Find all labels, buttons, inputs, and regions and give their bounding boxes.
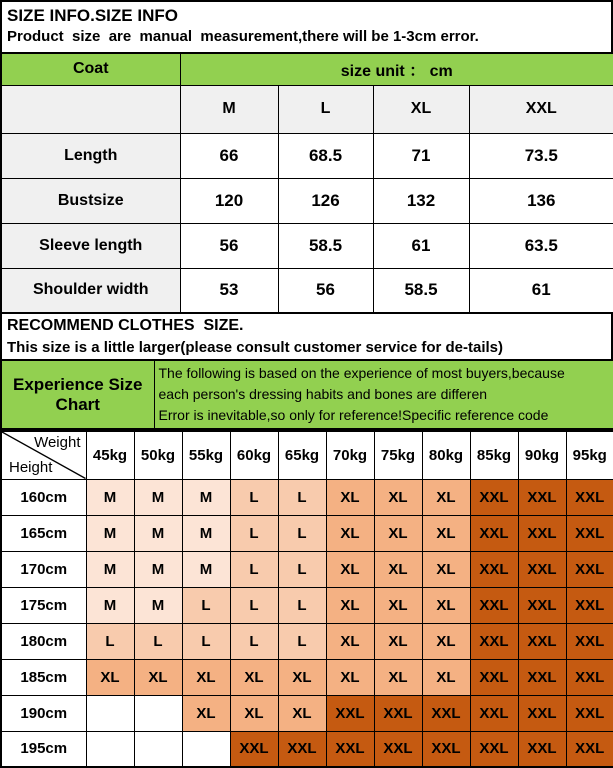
size-cell: XXL — [518, 551, 566, 587]
weight-header-cell: 80kg — [422, 431, 470, 479]
size-cell: XXL — [566, 659, 613, 695]
title-block — [0, 0, 613, 52]
size-cell: XXL — [518, 587, 566, 623]
size-cell: XXL — [422, 695, 470, 731]
page-title: SIZE INFO.SIZE INFO — [7, 6, 178, 25]
measure-value-cell: 58.5 — [373, 268, 469, 313]
matrix-row — [1, 659, 613, 695]
coat-size-table — [0, 52, 613, 314]
experience-chart-header — [0, 359, 613, 430]
measure-value-cell: 53 — [180, 268, 278, 313]
size-cell: XXL — [518, 515, 566, 551]
experience-title-cell: Experience Size Chart — [1, 360, 154, 429]
height-label-cell: 170cm — [1, 551, 86, 587]
size-cell — [182, 731, 230, 767]
size-cell — [86, 731, 134, 767]
size-cell: XL — [326, 659, 374, 695]
size-cell: XL — [182, 659, 230, 695]
size-cell: XL — [326, 515, 374, 551]
size-cell: XL — [422, 515, 470, 551]
measure-value-cell: 66 — [180, 133, 278, 178]
weight-header-cell: 75kg — [374, 431, 422, 479]
size-cell: XL — [278, 659, 326, 695]
size-cell: L — [230, 623, 278, 659]
size-cell: XL — [422, 659, 470, 695]
recommend-block — [0, 314, 613, 359]
size-cell: XXL — [470, 551, 518, 587]
experience-note-line: each person's dressing habits and bones are differen — [158, 386, 488, 402]
size-cell: M — [134, 587, 182, 623]
weight-header-cell: 60kg — [230, 431, 278, 479]
size-cell: L — [278, 623, 326, 659]
size-cell: XL — [422, 479, 470, 515]
measure-label-cell: Shoulder width — [1, 268, 180, 313]
measure-value-cell: 71 — [373, 133, 469, 178]
size-cell: XXL — [566, 587, 613, 623]
measurement-row — [1, 178, 613, 223]
size-cell: XL — [134, 659, 182, 695]
size-cell: XXL — [470, 587, 518, 623]
size-header-cell: M — [180, 85, 278, 133]
matrix-row — [1, 587, 613, 623]
size-header-cell: XL — [373, 85, 469, 133]
measure-value-cell: 73.5 — [469, 133, 613, 178]
size-cell: XXL — [566, 731, 613, 767]
weight-header-cell: 65kg — [278, 431, 326, 479]
height-label-cell: 180cm — [1, 623, 86, 659]
measure-label-cell: Length — [1, 133, 180, 178]
size-cell: XXL — [518, 659, 566, 695]
size-cell: L — [230, 551, 278, 587]
size-cell: XL — [278, 695, 326, 731]
weight-header-cell: 45kg — [86, 431, 134, 479]
size-cell: XXL — [566, 551, 613, 587]
size-cell: XL — [374, 515, 422, 551]
measure-label-cell: Bustsize — [1, 178, 180, 223]
size-cell: M — [86, 479, 134, 515]
size-cell: XL — [326, 623, 374, 659]
size-header-row — [1, 85, 613, 133]
size-cell: L — [278, 587, 326, 623]
size-cell: L — [230, 515, 278, 551]
size-cell — [86, 695, 134, 731]
measure-value-cell: 61 — [373, 223, 469, 268]
matrix-row — [1, 695, 613, 731]
size-header-cell: XXL — [469, 85, 613, 133]
size-cell: XL — [422, 587, 470, 623]
corner-weight-label: Weight — [34, 434, 81, 451]
size-cell: M — [182, 479, 230, 515]
size-cell: XXL — [470, 659, 518, 695]
size-cell: L — [278, 515, 326, 551]
size-cell: M — [86, 587, 134, 623]
size-cell: XL — [230, 659, 278, 695]
size-cell: L — [230, 479, 278, 515]
size-cell: XL — [230, 695, 278, 731]
size-cell: XXL — [566, 479, 613, 515]
weight-header-cell: 95kg — [566, 431, 613, 479]
experience-note-line: The following is based on the experience of most buyers,because — [158, 365, 565, 381]
matrix-row — [1, 479, 613, 515]
size-cell: XL — [326, 587, 374, 623]
size-cell: XXL — [326, 731, 374, 767]
measure-value-cell: 56 — [180, 223, 278, 268]
measure-value-cell: 63.5 — [469, 223, 613, 268]
size-cell: XXL — [566, 695, 613, 731]
height-label-cell: 165cm — [1, 515, 86, 551]
size-cell: M — [182, 551, 230, 587]
size-cell: XXL — [374, 731, 422, 767]
matrix-row — [1, 515, 613, 551]
size-cell: M — [86, 515, 134, 551]
measure-value-cell: 126 — [278, 178, 373, 223]
height-label-cell: 175cm — [1, 587, 86, 623]
size-cell: XXL — [470, 515, 518, 551]
measurement-row — [1, 223, 613, 268]
size-cell: XL — [422, 551, 470, 587]
size-cell: L — [86, 623, 134, 659]
size-cell: XXL — [326, 695, 374, 731]
size-cell: L — [230, 587, 278, 623]
size-cell: XL — [374, 587, 422, 623]
measure-value-cell: 68.5 — [278, 133, 373, 178]
weight-header-row — [1, 431, 613, 479]
size-cell: M — [134, 551, 182, 587]
size-cell: XXL — [518, 695, 566, 731]
measure-value-cell: 58.5 — [278, 223, 373, 268]
size-cell: XL — [422, 623, 470, 659]
size-header-cell: L — [278, 85, 373, 133]
weight-header-cell: 55kg — [182, 431, 230, 479]
matrix-row — [1, 623, 613, 659]
size-cell: L — [278, 551, 326, 587]
size-cell: XXL — [470, 623, 518, 659]
table-title-row — [1, 53, 613, 85]
height-label-cell: 160cm — [1, 479, 86, 515]
size-cell: M — [86, 551, 134, 587]
page-subtitle: Product size are manual measurement,there will be 1-3cm error. — [7, 28, 479, 46]
experience-note-line: Error is inevitable,so only for reference!Specific reference code — [158, 407, 549, 423]
weight-header-cell: 85kg — [470, 431, 518, 479]
size-cell: XL — [374, 479, 422, 515]
measure-value-cell: 132 — [373, 178, 469, 223]
size-cell: M — [134, 515, 182, 551]
height-label-cell: 185cm — [1, 659, 86, 695]
height-label-cell: 190cm — [1, 695, 86, 731]
weight-header-cell: 90kg — [518, 431, 566, 479]
size-cell: XXL — [518, 479, 566, 515]
size-cell: XXL — [518, 623, 566, 659]
size-cell: XXL — [278, 731, 326, 767]
measure-value-cell: 56 — [278, 268, 373, 313]
size-cell: L — [134, 623, 182, 659]
size-cell: XXL — [566, 623, 613, 659]
empty-corner-cell — [1, 85, 180, 133]
size-cell: L — [182, 587, 230, 623]
measurement-row — [1, 268, 613, 313]
size-cell: XXL — [470, 695, 518, 731]
experience-row — [1, 360, 613, 429]
size-cell: XXL — [422, 731, 470, 767]
corner-height-label: Height — [9, 458, 53, 476]
recommend-title: RECOMMEND CLOTHES SIZE. — [7, 317, 244, 334]
size-cell: L — [278, 479, 326, 515]
experience-size-matrix — [0, 430, 613, 768]
size-cell — [134, 731, 182, 767]
matrix-row — [1, 551, 613, 587]
size-cell: M — [134, 479, 182, 515]
size-cell: M — [182, 515, 230, 551]
size-cell: XL — [182, 695, 230, 731]
size-cell: XXL — [374, 695, 422, 731]
height-label-cell: 195cm — [1, 731, 86, 767]
size-cell: XXL — [470, 731, 518, 767]
measure-label-cell: Sleeve length — [1, 223, 180, 268]
recommend-note: This size is a little larger(please consult customer service for de-tails) — [7, 338, 504, 356]
product-name-cell: Coat — [1, 53, 180, 85]
size-cell: XL — [374, 623, 422, 659]
size-unit-cell: size unit ： cm — [180, 53, 613, 85]
matrix-corner-cell — [1, 431, 86, 479]
size-cell: XL — [86, 659, 134, 695]
size-cell: XXL — [518, 731, 566, 767]
size-cell: XL — [326, 551, 374, 587]
size-cell — [134, 695, 182, 731]
size-cell: L — [182, 623, 230, 659]
experience-note-cell — [154, 360, 613, 429]
matrix-row — [1, 731, 613, 767]
measure-value-cell: 120 — [180, 178, 278, 223]
weight-header-cell: 50kg — [134, 431, 182, 479]
size-cell: XXL — [470, 479, 518, 515]
size-cell: XL — [374, 659, 422, 695]
measure-value-cell: 61 — [469, 268, 613, 313]
size-cell: XL — [326, 479, 374, 515]
size-cell: XXL — [566, 515, 613, 551]
measure-value-cell: 136 — [469, 178, 613, 223]
weight-header-cell: 70kg — [326, 431, 374, 479]
measurement-row — [1, 133, 613, 178]
size-cell: XL — [374, 551, 422, 587]
size-cell: XXL — [230, 731, 278, 767]
